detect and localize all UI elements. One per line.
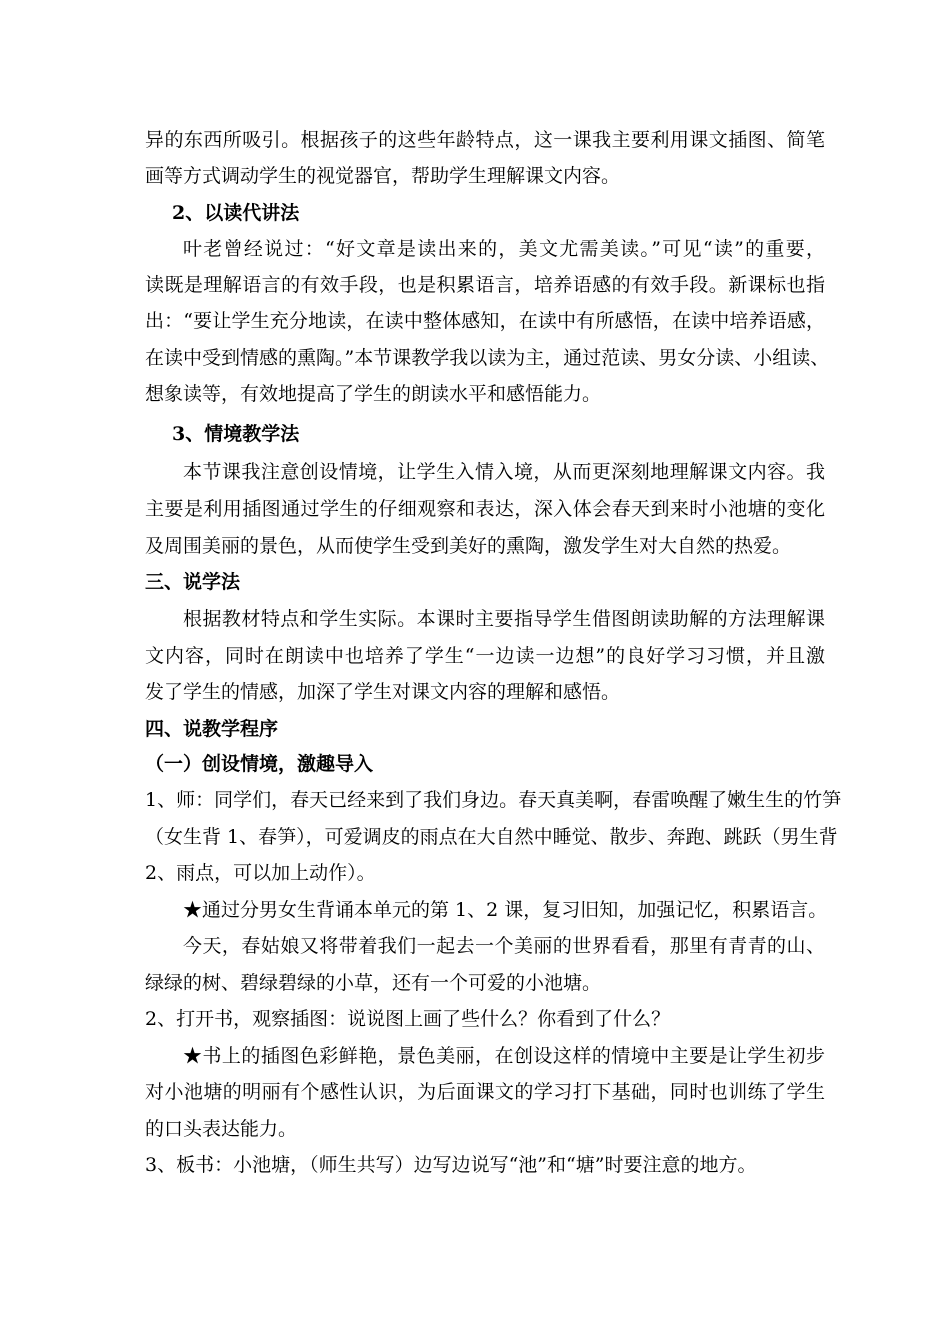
subsection-heading-intro: （一）创设情境，激趣导入 <box>145 753 374 775</box>
paragraph-line: 出：“要让学生充分地读，在读中整体感知，在读中有所感悟，在读中培养语感， <box>145 310 825 332</box>
section-heading-situation-method: 3、情境教学法 <box>172 423 300 445</box>
paragraph-line: 及周围美丽的景色，从而使学生受到美好的熏陶，激发学生对大自然的热爱。 <box>145 535 792 557</box>
paragraph-line: 想象读等，有效地提高了学生的朗读水平和感悟能力。 <box>145 383 602 405</box>
star-note-line: ★通过分男女生背诵本单元的第 1、2 课，复习旧知，加强记忆，积累语言。 <box>183 899 828 921</box>
paragraph-line: 根据教材特点和学生实际。本课时主要指导学生借图朗读助解的方法理解课 <box>183 608 825 630</box>
paragraph-line: 文内容，同时在朗读中也培养了学生“一边读一边想”的良好学习习惯，并且激 <box>145 645 825 667</box>
paragraph-line: 画等方式调动学生的视觉器官，帮助学生理解课文内容。 <box>145 165 621 187</box>
paragraph-line: 读既是理解语言的有效手段，也是积累语言，培养语感的有效手段。新课标也指 <box>145 274 825 296</box>
paragraph-line: 主要是利用插图通过学生的仔细观察和表达，深入体会春天到来时小池塘的变化 <box>145 498 825 520</box>
paragraph-line: 的口头表达能力。 <box>145 1118 298 1140</box>
section-heading-read-method: 2、以读代讲法 <box>172 202 300 224</box>
paragraph-line: （女生背 1、春笋），可爱调皮的雨点在大自然中睡觉、散步、奔跑、跳跃（男生背 <box>145 826 838 848</box>
paragraph-line: 在读中受到情感的熏陶。”本节课教学我以读为主，通过范读、男女分读、小组读、 <box>145 347 830 369</box>
paragraph-line: 今天，春姑娘又将带着我们一起去一个美丽的世界看看，那里有青青的山、 <box>183 935 825 957</box>
paragraph-line: 对小池塘的明丽有个感性认识，为后面课文的学习打下基础，同时也训练了学生 <box>145 1081 825 1103</box>
paragraph-line: 2、雨点，可以加上动作）。 <box>145 862 376 884</box>
paragraph-line: 本节课我注意创设情境，让学生入情入境，从而更深刻地理解课文内容。我 <box>183 461 825 483</box>
section-heading-teaching-procedure: 四、说教学程序 <box>145 718 279 740</box>
paragraph-line: 异的东西所吸引。根据孩子的这些年龄特点，这一课我主要利用课文插图、简笔 <box>145 129 825 151</box>
paragraph-line: 1、师：同学们，春天已经来到了我们身边。春天真美啊，春雷唤醒了嫩生生的竹笋 <box>145 789 842 811</box>
paragraph-line: 发了学生的情感，加深了学生对课文内容的理解和感悟。 <box>145 681 621 703</box>
paragraph-line: 2、打开书，观察插图：说说图上画了些什么？你看到了什么？ <box>145 1008 671 1030</box>
paragraph-line: 叶老曾经说过：“好文章是读出来的，美文尤需美读。”可见“读”的重要， <box>183 238 825 260</box>
section-heading-learning-method: 三、说学法 <box>145 571 241 593</box>
paragraph-line: 3、板书：小池塘，（师生共写）边写边说写“池”和“塘”时要注意的地方。 <box>145 1154 757 1176</box>
paragraph-line: 绿绿的树、碧绿碧绿的小草，还有一个可爱的小池塘。 <box>145 972 602 994</box>
star-note-line: ★书上的插图色彩鲜艳，景色美丽，在创设这样的情境中主要是让学生初步 <box>183 1045 825 1067</box>
